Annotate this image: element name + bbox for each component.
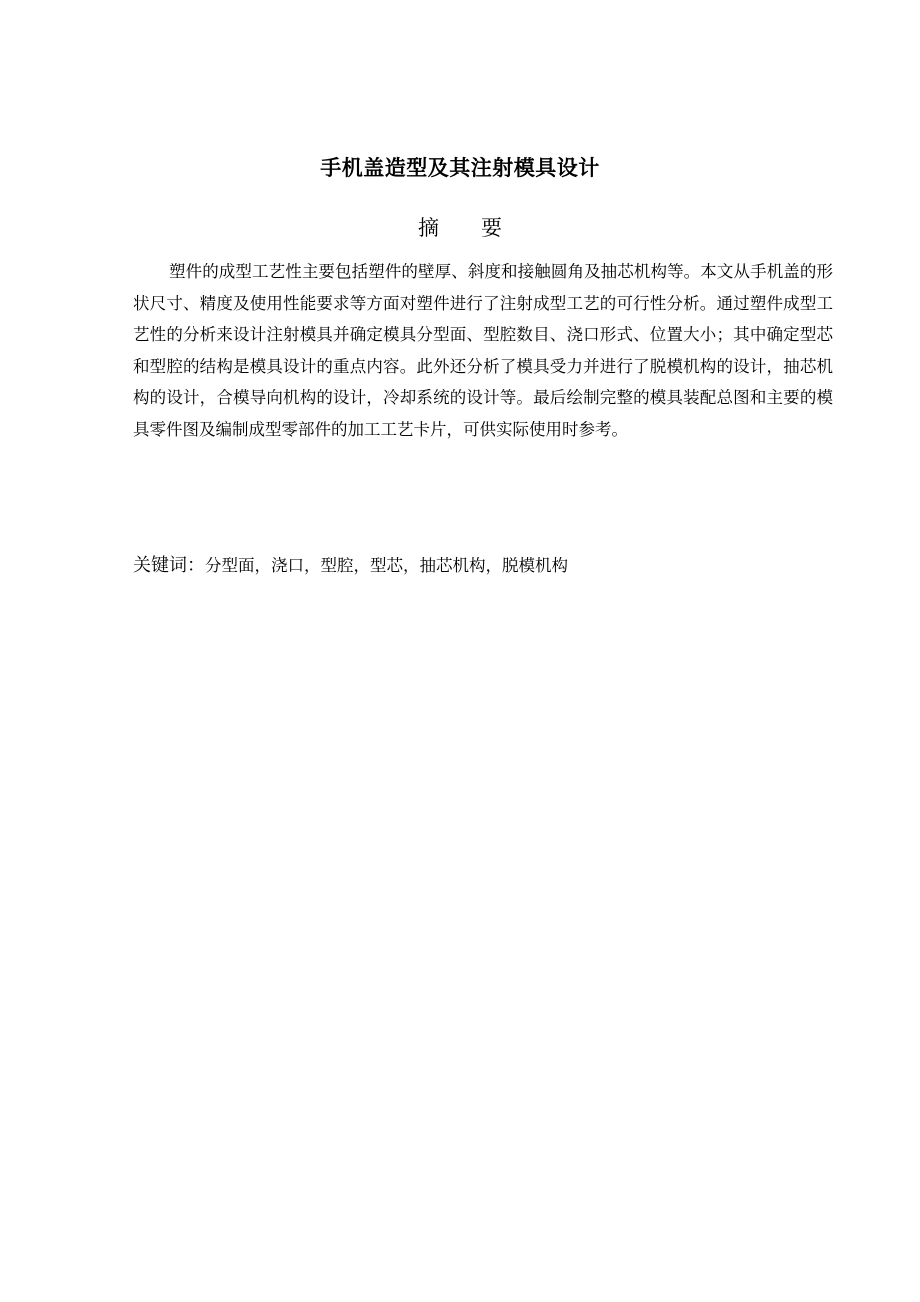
abstract-heading-part2: 要 [481,216,502,240]
keywords-label: 关键词： [133,555,205,576]
abstract-heading [0,212,920,244]
keywords-value: 分型面，浇口，型腔，型芯，抽芯机构，脱模机构 [205,556,568,575]
abstract-heading-part1: 摘 [418,216,439,240]
document-title: 手机盖造型及其注射模具设计 [320,156,600,180]
keywords-line [133,550,833,583]
abstract-body: 塑件的成型工艺性主要包括塑件的壁厚、斜度和接触圆角及抽芯机构等。本文从手机盖的形状尺寸、精度及使用性能要求等方面对塑件进行了注射成型工艺的可行性分析。通过塑件成型工艺性的分析来设计注射模具并确定模具分型面、型腔数目、浇口形式、位置大小；其中确定型芯和型腔的结构是模具设计的重点内容。此外还分析了模具受力并进行了脱模机构的设计，抽芯机构的设计，合模导向机构的设计，冷却系统的设计等。最后绘制完整的模具装配总图和主要的模具零件图及编制成型零部件的加工工艺卡片，可供实际使用时参考。 [133,262,833,439]
